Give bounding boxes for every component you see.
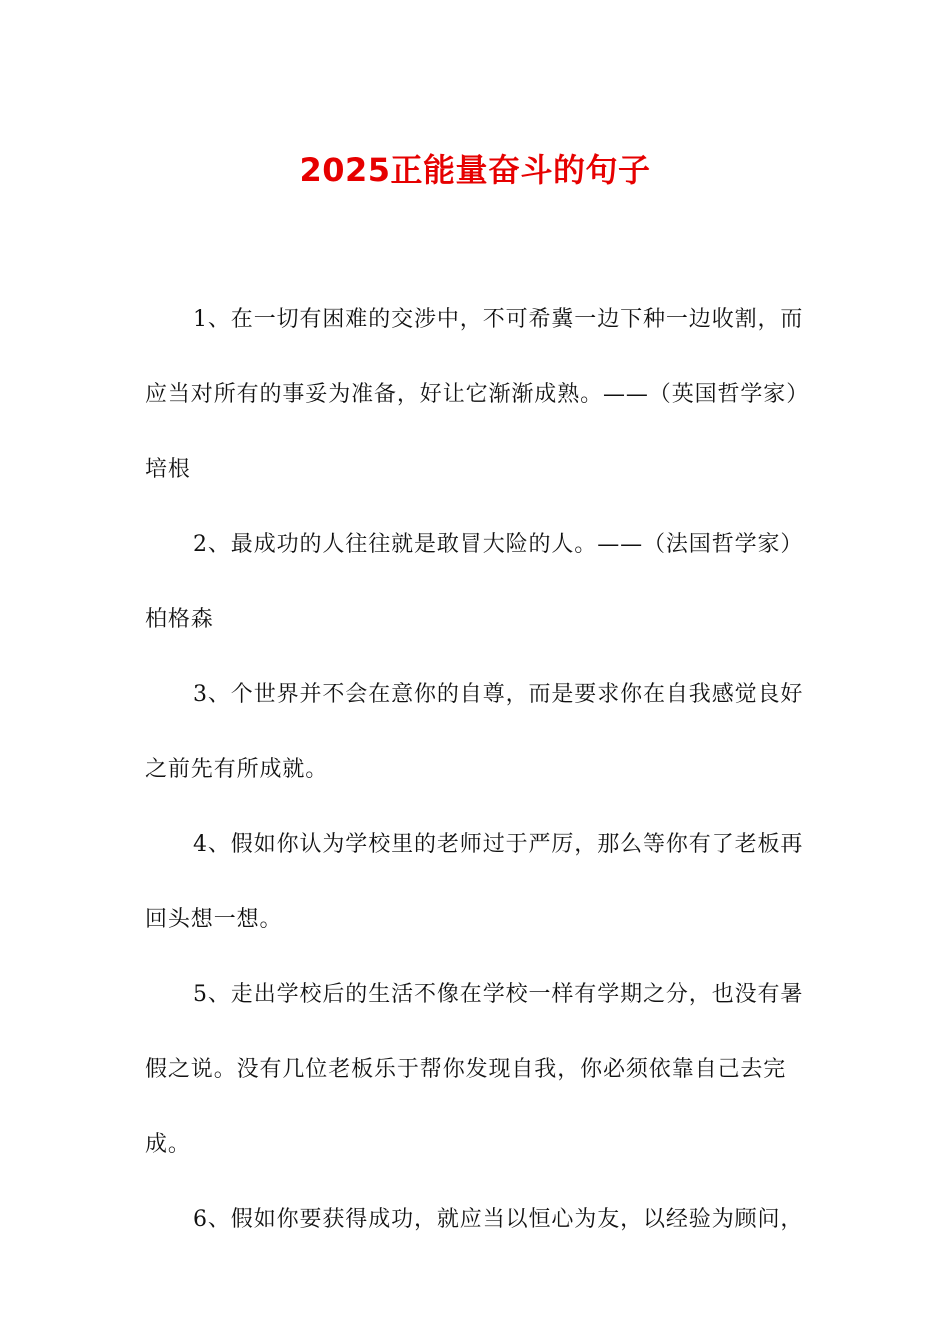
- paragraph-6: 6、假如你要获得成功，就应当以恒心为友，以经验为顾问，: [193, 1207, 804, 1232]
- paragraph-4: 4、假如你认为学校里的老师过于严厉，那么等你有了老板再回头想一想。: [145, 832, 804, 932]
- paragraph-5: 5、走出学校后的生活不像在学校一样有学期之分，也没有暑假之说。没有几位老板乐于帮你发现自我，你必须依靠自己去完成。: [145, 982, 804, 1157]
- paragraph-1: 1、在一切有困难的交涉中，不可希冀一边下种一边收割，而应当对所有的事妥为准备，好让它渐渐成熟。——（英国哲学家）培根: [145, 307, 804, 482]
- document-body: [145, 282, 809, 1257]
- paragraph-3: 3、个世界并不会在意你的自尊，而是要求你在自我感觉良好之前先有所成就。: [145, 682, 804, 782]
- paragraph-2: 2、最成功的人往往就是敢冒大险的人。——（法国哲学家）柏格森: [145, 532, 804, 632]
- document-title: 2025正能量奋斗的句子: [299, 151, 651, 189]
